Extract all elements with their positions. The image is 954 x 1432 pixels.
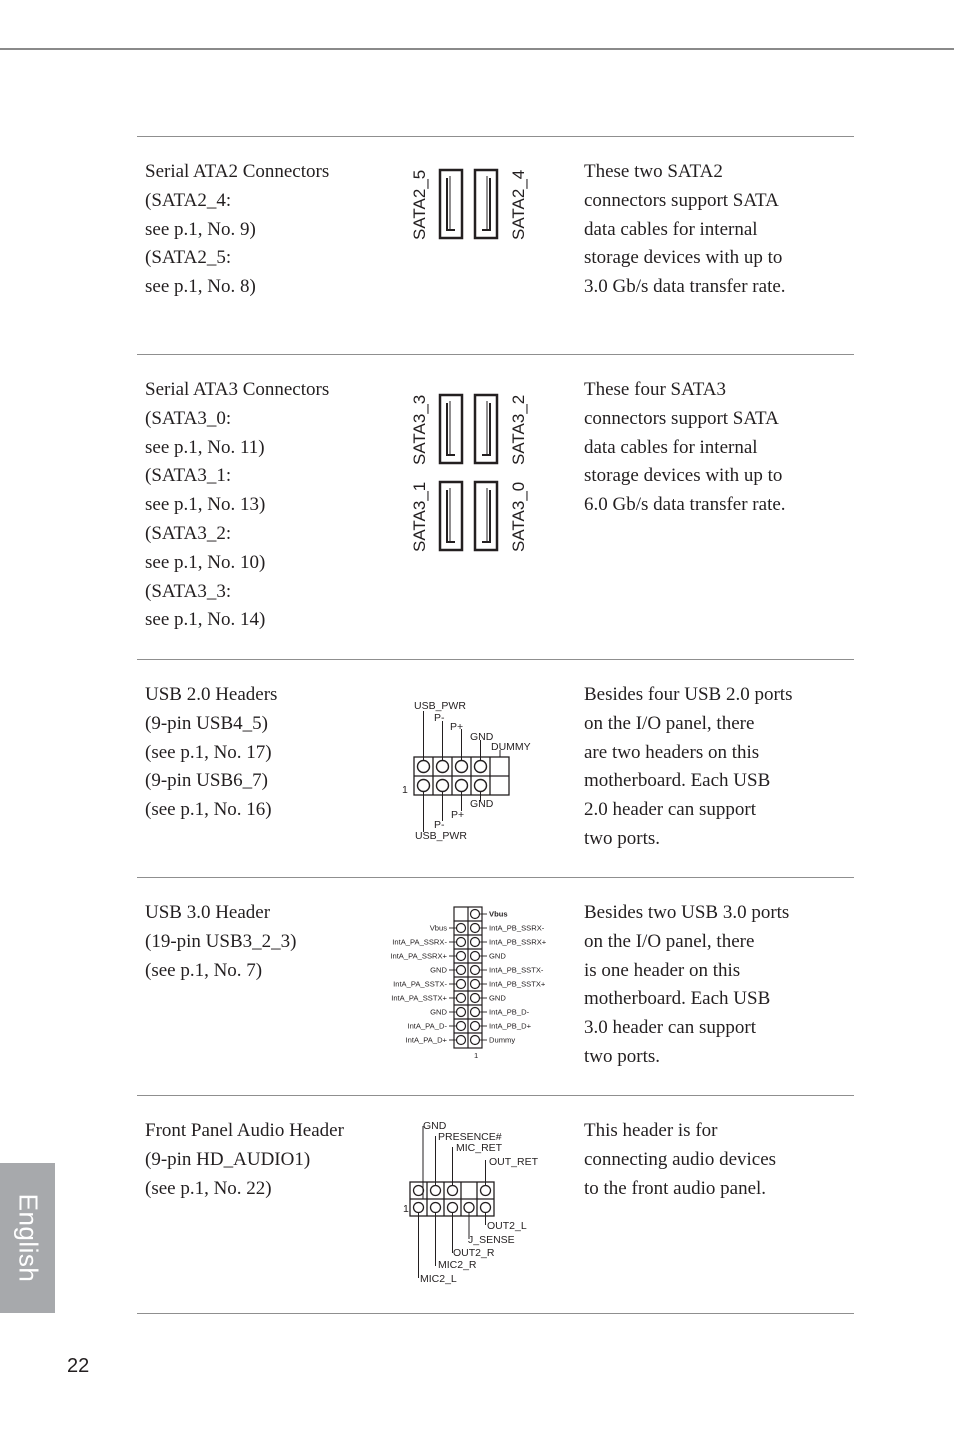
right-pin-label: IntA_PB_SSTX- [489, 965, 544, 975]
text-line: USB 2.0 Headers [145, 684, 278, 705]
dummy-label: DUMMY [491, 741, 531, 753]
pin1-marker: 1 [403, 1203, 409, 1215]
right-pin-label: IntA_PB_D- [489, 1007, 530, 1017]
text-line: Besides four USB 2.0 ports [584, 684, 793, 705]
sata-port-outline [440, 395, 462, 463]
sata2-connector-diagram [400, 160, 550, 250]
side-tab-label: English [13, 1193, 43, 1283]
usb3-header-diagram [375, 900, 565, 1065]
divider [137, 354, 854, 355]
text-line: (see p.1, No. 17) [145, 741, 272, 763]
text-line: storage devices with up to [584, 247, 783, 269]
left-pin-label: IntA_PA_SSTX- [393, 979, 447, 989]
mic2-l-label: MIC2_L [420, 1273, 457, 1285]
usb-pwr-top-label: USB_PWR [414, 700, 466, 712]
sata2-description [584, 158, 834, 302]
text-line: (see p.1, No. 16) [145, 799, 272, 821]
left-pin-label: IntA_PA_D- [407, 1021, 447, 1031]
sata3-connector-diagram [400, 385, 550, 560]
gnd-label: GND [423, 1120, 447, 1132]
text-line: is one header on this [584, 959, 741, 981]
text-line: USB 3.0 Header [145, 902, 271, 923]
text-line: data cables for internal [584, 218, 758, 240]
audio-description [584, 1117, 834, 1203]
right-pin-label: Vbus [489, 909, 508, 919]
right-pin-label: IntA_PB_SSTX+ [489, 979, 546, 989]
text-line: 2.0 header can support [584, 799, 756, 821]
sata3-title-block [145, 376, 385, 635]
text-line: These four SATA3 [584, 379, 727, 400]
text-line: (see p.1, No. 22) [145, 1177, 272, 1199]
out2-l-label: OUT2_L [487, 1220, 527, 1232]
sata2-5-label: SATA2_5 [410, 169, 429, 240]
sata2-4-label: SATA2_4 [509, 169, 528, 240]
text-line: Serial ATA2 Connectors [145, 161, 330, 182]
top-rule [0, 48, 954, 50]
text-line: see p.1, No. 10) [145, 551, 266, 573]
text-line: on the I/O panel, there [584, 712, 755, 734]
text-line: (19-pin USB3_2_3) [145, 930, 297, 952]
left-pin-label: IntA_PA_SSRX+ [390, 951, 447, 961]
sata3-0-label: SATA3_0 [509, 481, 528, 552]
text-line: (see p.1, No. 7) [145, 959, 263, 981]
sata2-title-block [145, 158, 385, 302]
presence-label: PRESENCE# [438, 1131, 502, 1143]
text-line: see p.1, No. 13) [145, 494, 266, 516]
right-pin-label: IntA_PB_SSRX+ [489, 937, 547, 947]
page-number: 22 [67, 1355, 90, 1377]
text-line: These two SATA2 [584, 161, 723, 182]
usb-pwr-bottom-label: USB_PWR [415, 830, 467, 842]
left-pin-label: IntA_PA_SSTX+ [391, 993, 447, 1003]
audio-header-diagram [395, 1115, 555, 1290]
sata-key [482, 178, 490, 230]
text-line: are two headers on this [584, 741, 760, 763]
text-line: Besides two USB 3.0 ports [584, 902, 790, 923]
text-line: connectors support SATA [584, 407, 779, 429]
sata-key [447, 178, 455, 230]
sata3-3-label: SATA3_3 [410, 394, 429, 465]
sata-port-outline [440, 482, 462, 550]
left-pin-label: IntA_PA_D+ [405, 1035, 447, 1045]
out2-r-label: OUT2_R [453, 1247, 495, 1259]
gnd-bottom-label: GND [470, 798, 494, 810]
text-line: see p.1, No. 14) [145, 609, 266, 631]
text-line: 3.0 header can support [584, 1017, 756, 1039]
divider [137, 1313, 854, 1314]
sata-key [447, 403, 455, 455]
text-line: connecting audio devices [584, 1148, 777, 1170]
sata-key [482, 403, 490, 455]
sata-key [482, 490, 490, 542]
gnd-top-label: GND [470, 731, 494, 743]
audio-title-block [145, 1117, 385, 1203]
text-line: (SATA3_1: [145, 465, 232, 487]
usb2-header-diagram [390, 695, 550, 845]
sata-port-outline [475, 395, 497, 463]
sata-port-outline [475, 170, 497, 238]
text-line: (SATA2_5: [145, 247, 232, 269]
left-pin-label: IntA_PA_SSRX- [392, 937, 447, 947]
text-line: (SATA3_3: [145, 580, 232, 602]
text-line: data cables for internal [584, 436, 758, 458]
text-line: two ports. [584, 827, 660, 849]
sata-port-outline [475, 482, 497, 550]
pin-grid [454, 907, 482, 1048]
usb3-title-block [145, 899, 385, 985]
left-pin-label: GND [430, 1007, 447, 1017]
text-line: Serial ATA3 Connectors [145, 379, 330, 400]
text-line: see p.1, No. 8) [145, 276, 256, 298]
pin1-marker: 1 [474, 1051, 479, 1060]
text-line: see p.1, No. 11) [145, 436, 265, 458]
sata3-description [584, 376, 834, 520]
text-line: two ports. [584, 1045, 660, 1067]
right-pin-label: Dummy [489, 1035, 516, 1045]
text-line: to the front audio panel. [584, 1177, 767, 1199]
usb3-description [584, 899, 834, 1072]
text-line: (9-pin USB4_5) [145, 712, 268, 734]
divider [137, 877, 854, 878]
text-line: motherboard. Each USB [584, 770, 771, 792]
text-line: This header is for [584, 1120, 718, 1141]
text-line: 3.0 Gb/s data transfer rate. [584, 276, 786, 298]
right-pin-label: IntA_PB_D+ [489, 1021, 532, 1031]
text-line: storage devices with up to [584, 465, 783, 487]
text-line: see p.1, No. 9) [145, 218, 256, 240]
left-pin-label: Vbus [429, 923, 447, 933]
pin1-marker: 1 [402, 784, 408, 796]
mic2-r-label: MIC2_R [438, 1259, 477, 1271]
usb2-title-block [145, 681, 385, 825]
divider [137, 136, 854, 137]
text-line: (9-pin HD_AUDIO1) [145, 1148, 311, 1170]
right-pin-label: IntA_PB_SSRX- [489, 923, 545, 933]
sata3-2-label: SATA3_2 [509, 394, 528, 465]
text-line: (SATA3_0: [145, 407, 232, 429]
out-ret-label: OUT_RET [489, 1156, 539, 1168]
text-line: motherboard. Each USB [584, 988, 771, 1010]
sata3-1-label: SATA3_1 [410, 481, 429, 552]
language-side-tab [0, 1163, 55, 1313]
p-minus-bottom-label: P- [434, 819, 445, 831]
left-pin-label: GND [430, 965, 447, 975]
text-line: Front Panel Audio Header [145, 1120, 344, 1141]
j-sense-label: J_SENSE [468, 1234, 515, 1246]
p-plus-top-label: P+ [450, 721, 464, 733]
mic-ret-label: MIC_RET [456, 1142, 503, 1154]
right-pin-label: GND [489, 993, 506, 1003]
divider [137, 659, 854, 660]
text-line: (SATA2_4: [145, 189, 232, 211]
usb2-description [584, 681, 834, 854]
divider [137, 1095, 854, 1096]
p-plus-bottom-label: P+ [451, 809, 465, 821]
sata-port-outline [440, 170, 462, 238]
text-line: (SATA3_2: [145, 522, 232, 544]
sata-key [447, 490, 455, 542]
text-line: connectors support SATA [584, 189, 779, 211]
right-pin-label: GND [489, 951, 506, 961]
text-line: on the I/O panel, there [584, 930, 755, 952]
text-line: (9-pin USB6_7) [145, 770, 268, 792]
p-minus-top-label: P- [434, 712, 445, 724]
text-line: 6.0 Gb/s data transfer rate. [584, 494, 786, 516]
